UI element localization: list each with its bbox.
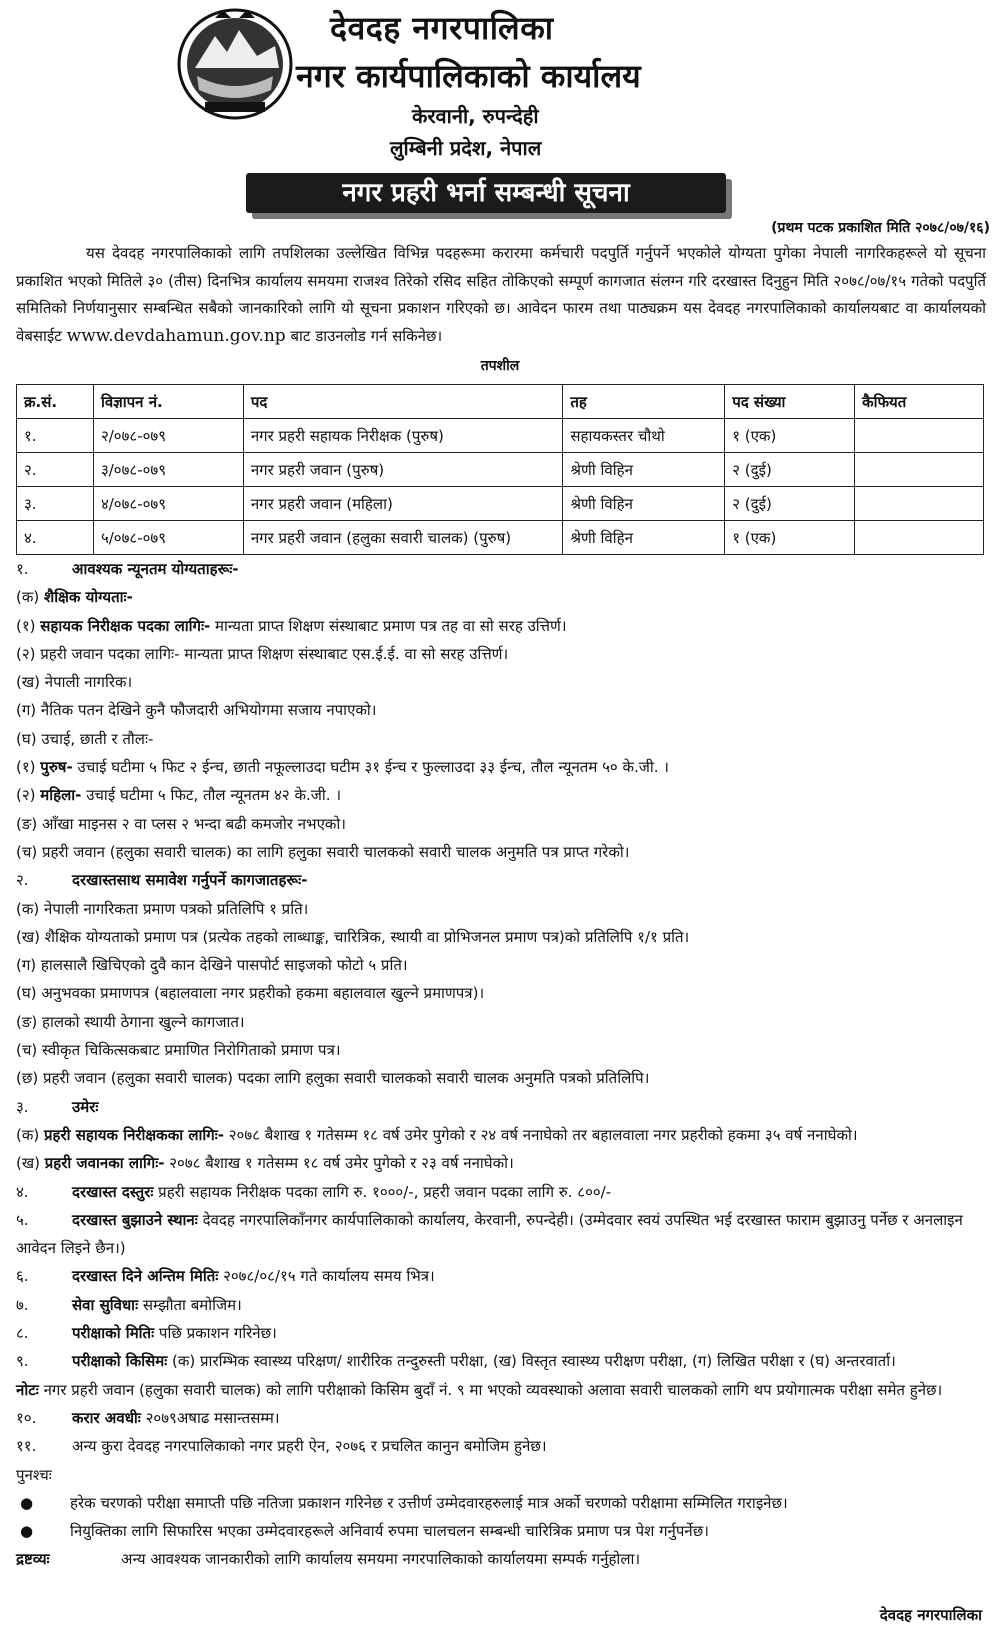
- province-country: लुम्बिनी प्रदेश, नेपाल: [390, 136, 542, 160]
- intro-text-b: बाट डाउनलोड गर्न सकिनेछ।: [290, 326, 443, 345]
- section-documents: २. दरखास्तसाथ समावेश गर्नुपर्ने कागजातहरूः-: [16, 871, 308, 890]
- section-exam-date: ८. परीक्षाको मितिः पछि प्रकाशन गरिनेछ।: [16, 1324, 277, 1343]
- attention-note: द्रष्टव्यः अन्य आवश्यक जानकारीको लागि कार्यालय समयमा नगरपालिकाको कार्यालयमा सम्पर्क गर्नुहोला।: [16, 1550, 641, 1569]
- age-asi: (क) प्रहरी सहायक निरीक्षकका लागिः- २०७८ बैशाख १ गतेसम्म १८ वर्ष उमेर पुगेको र २४ वर्ष ननाघेको तर बहालवाला नगर प्रहरीको हकमा ३५ वर्ष ननाघेको।: [16, 1125, 858, 1144]
- bullet-icon: ●: [20, 1493, 34, 1512]
- table-header-row: [17, 385, 984, 419]
- cell-sn: १.: [17, 419, 94, 453]
- req-physical-male: (१) पुरुष- उचाई घटीमा ५ फिट २ ईन्च, छाती नफूल्लाउदा घटीम ३१ ईन्च र फुल्लाउदा ३३ ईन्च, तौल न्यूनतम ५० के.जी. ।: [16, 758, 669, 777]
- cell-post: नगर प्रहरी जवान (पुरुष): [243, 453, 563, 487]
- table-row: [17, 521, 984, 555]
- cell-level: श्रेणी विहिन: [563, 453, 725, 487]
- req-no-conviction: (ग) नैतिक पतन देखिने कुनै फौजदारी अभियोगमा सजाय नपाएको।: [16, 701, 377, 720]
- nepal-emblem-icon: [175, 6, 295, 124]
- req-driving-license: (च) प्रहरी जवान (हलुका सवारी चालक) का लागि हलुका सवारी चालकको सवारी चालक अनुमति पत्र प्राप्त गरेको।: [16, 842, 630, 861]
- requirements-section: [16, 555, 991, 1574]
- doc-license: (छ) प्रहरी जवान (हलुका सवारी चालक) पदका लागि हलुका सवारी चालकको सवारी चालक अनुमति पत्रको प्रतिलिपि।: [16, 1069, 650, 1088]
- doc-photo: (ग) हालसालै खिचिएको दुवै कान देखिने पासपोर्ट साइजको फोटो ५ प्रति।: [16, 956, 408, 975]
- vacancy-table: [16, 384, 984, 555]
- cell-level: श्रेणी विहिन: [563, 521, 725, 555]
- cell-level: सहायकस्तर चौथो: [563, 419, 725, 453]
- doc-address: (ङ) हालको स्थायी ठेगाना खुल्ने कागजात।: [16, 1012, 245, 1031]
- publication-date: (प्रथम पटक प्रकाशित मिति २०७८/०७/१६): [771, 220, 990, 236]
- municipality-name: देवदह नगरपालिका: [330, 9, 554, 47]
- website-link[interactable]: www.devdahamun.gov.np: [66, 325, 286, 346]
- section-submission-place: ५. दरखास्त बुझाउने स्थानः देवदह नगरपालिकाँनगर कार्यपालिकाको कार्यालय, केरवानी, रुपन्देही। (उम्मेदवार स्वयं उपस्थित भई दरखास्त फाराम बुझाउनु पर्नेछ र अनलाइन आवेदन लिइने छैन।): [16, 1210, 963, 1258]
- age-constable: (ख) प्रहरी जवानका लागिः- २०७८ बैशाख १ गतेसम्म १८ वर्ष उमेर पुगेको र २३ वर्ष ननाघेको।: [16, 1154, 514, 1173]
- col-header-sn: क्र.सं.: [17, 385, 94, 419]
- col-header-ad-no: विज्ञापन नं.: [93, 385, 243, 419]
- signature-block: देवदह नगरपालिका: [879, 1606, 982, 1624]
- section-deadline: ६. दरखास्त दिने अन्तिम मितिः २०७८/०८/१५ गते कार्यालय समय भित्र।: [16, 1267, 435, 1286]
- cell-remarks: [855, 487, 984, 521]
- letterhead: [0, 0, 1000, 160]
- cell-ad-no: ३/०७८-०७९: [93, 453, 243, 487]
- section-age: ३. उमेरः: [16, 1097, 99, 1116]
- postscript-heading: पुनश्चः: [16, 1465, 52, 1484]
- doc-education: (ख) शैक्षिक योग्यताको प्रमाण पत्र (प्रत्येक तहको लाब्धाङ्क, चारित्रिक, स्थायी वा प्रोभिजनल प्रमाण पत्र)को प्रतिलिपि १/१ प्रति।: [16, 927, 690, 946]
- cell-ad-no: २/०७८-०७९: [93, 419, 243, 453]
- section-qualifications: १. आवश्यक न्यूनतम योग्यताहरूः-: [16, 560, 239, 578]
- col-header-post: पद: [243, 385, 563, 419]
- req-physical-heading: (घ) उचाई, छाती र तौलः-: [16, 729, 154, 748]
- edu-constable: (२) प्रहरी जवान पदका लागिः- मान्यता प्राप्त शिक्षण संस्थाबाट एस.ई.ई. वा सो सरह उत्तिर्ण।: [16, 644, 509, 663]
- doc-citizenship: (क) नेपाली नागरिकता प्रमाण पत्रको प्रतिलिपि १ प्रति।: [16, 899, 309, 918]
- edu-qualification-heading: (क) शैक्षिक योग्यताः-: [16, 588, 133, 607]
- col-header-level: तह: [563, 385, 725, 419]
- cell-sn: ४.: [17, 521, 94, 555]
- cell-count: १ (एक): [725, 419, 855, 453]
- table-title: तपशील: [480, 358, 520, 374]
- table-row: [17, 487, 984, 521]
- section-benefits: ७. सेवा सुविधाः सम्झौता बमोजिम।: [16, 1295, 242, 1314]
- office-name: नगर कार्यपालिकाको कार्यालय: [296, 57, 641, 95]
- note: नोटः नगर प्रहरी जवान (हलुका सवारी चालक) को लागि परीक्षाको किसिम बुदाँ नं. ९ मा भएको व्यवस्थाको अलावा सवारी चालकको लागि थप प्रयोगात्मक परीक्षा समेत हुनेछ।: [16, 1380, 943, 1399]
- section-exam-type: ९. परीक्षाको किसिमः (क) प्रारम्भिक स्वास्थ्य परिक्षण/ शारीरिक तन्दुरुस्ती परीक्षा, (ख) विस्तृत स्वास्थ्य परीक्षण परीक्षा, (ग) लिखित परीक्षा र (घ) अन्तरवार्ता।: [16, 1352, 896, 1371]
- section-contract-period: १०. करार अवधीः २०७९अषाढ मसान्तसम्म।: [16, 1408, 280, 1427]
- office-address: केरवानी, रुपन्देही: [412, 104, 539, 128]
- doc-medical: (च) स्वीकृत चिकित्सकबाट प्रमाणित निरोगिताको प्रमाण पत्र।: [16, 1041, 341, 1060]
- cell-count: २ (दुई): [725, 487, 855, 521]
- cell-ad-no: ४/०७८-०७९: [93, 487, 243, 521]
- bullet-icon: ●: [20, 1522, 34, 1541]
- cell-post: नगर प्रहरी जवान (हलुका सवारी चालक) (पुरुष): [243, 521, 563, 555]
- postscript-item: ● नियुक्तिका लागि सिफारिस भएका उम्मेदवारहरूले अनिवार्य रुपमा चालचलन सम्बन्धी चारित्रिक प्रमाण पत्र पेश गर्नुपर्नेछ।: [16, 1517, 991, 1545]
- col-header-count: पद संख्या: [725, 385, 855, 419]
- notice-title: नगर प्रहरी भर्ना सम्बन्धी सूचना: [246, 173, 726, 213]
- section-fee: ४. दरखास्त दस्तुरः प्रहरी सहायक निरीक्षक पदका लागि रु. १०००/-, प्रहरी जवान पदका लागि रु. ८००/-: [16, 1182, 612, 1201]
- req-citizen: (ख) नेपाली नागरिक।: [16, 673, 133, 692]
- cell-remarks: [855, 453, 984, 487]
- cell-sn: २.: [17, 453, 94, 487]
- cell-count: १ (एक): [725, 521, 855, 555]
- table-row: [17, 419, 984, 453]
- cell-remarks: [855, 419, 984, 453]
- req-physical-female: (२) महिला- उचाई घटीमा ५ फिट, तौल न्यूनतम ४२ के.जी. ।: [16, 786, 342, 805]
- req-eyesight: (ङ) आँखा माइनस २ वा प्लस २ भन्दा बढी कमजोर नभएको।: [16, 814, 346, 833]
- section-other-rules: ११. अन्य कुरा देवदह नगरपालिकाको नगर प्रहरी ऐन, २०७६ र प्रचलित कानुन बमोजिम हुनेछ।: [16, 1437, 547, 1456]
- doc-experience: (घ) अनुभवका प्रमाणपत्र (बहालवाला नगर प्रहरीको हकमा बहालवाल खुल्ने प्रमाणपत्र)।: [16, 984, 485, 1003]
- cell-post: नगर प्रहरी सहायक निरीक्षक (पुरुष): [243, 419, 563, 453]
- cell-level: श्रेणी विहिन: [563, 487, 725, 521]
- cell-sn: ३.: [17, 487, 94, 521]
- cell-ad-no: ५/०७८-०७९: [93, 521, 243, 555]
- table-row: [17, 453, 984, 487]
- cell-count: २ (दुई): [725, 453, 855, 487]
- cell-remarks: [855, 521, 984, 555]
- edu-asi: (१) सहायक निरीक्षक पदका लागिः- मान्यता प्राप्त शिक्षण संस्थाबाट प्रमाण पत्र तह वा सो सरह उत्तिर्ण।: [16, 616, 567, 635]
- cell-post: नगर प्रहरी जवान (महिला): [243, 487, 563, 521]
- postscript-item: ● हरेक चरणको परीक्षा समाप्ती पछि नतिजा प्रकाशन गरिनेछ र उत्तीर्ण उम्मेदवारहरुलाई मात्र अर्को चरणको परीक्षामा सम्मिलित गराइनेछ।: [16, 1489, 991, 1517]
- col-header-remarks: कैफियत: [855, 385, 984, 419]
- intro-text-a: यस देवदह नगरपालिकाको लागि तपशिलका उल्लेखित विभिन्न पदहरूमा करारमा कर्मचारी पदपुर्ति गर्नुपर्ने भएकोले योग्यता पुगेका नेपाली नागरिकहरूले यो सूचना प्रकाशित भएको मितिले ३० (तीस) दिनभित्र कार्यालय समयमा राजश्व तिरेको रसिद सहित तोकिएको सम्पूर्ण कागजात संलग्न गरि दरखास्त दिनुहुन मिति २०७८/०७/१५ गतेको पदपुर्ति समितिको निर्णयानुसार सम्बन्धित सबैको जानकारिको लागि यो सूचना प्रकाशन गरिएको छ। आवेदन फारम तथा पाठ्यक्रम यस देवदह नगरपालिकाको कार्यालयबाट वा कार्यालयको वेबसाईट: [16, 244, 986, 345]
- intro-paragraph: [16, 240, 986, 350]
